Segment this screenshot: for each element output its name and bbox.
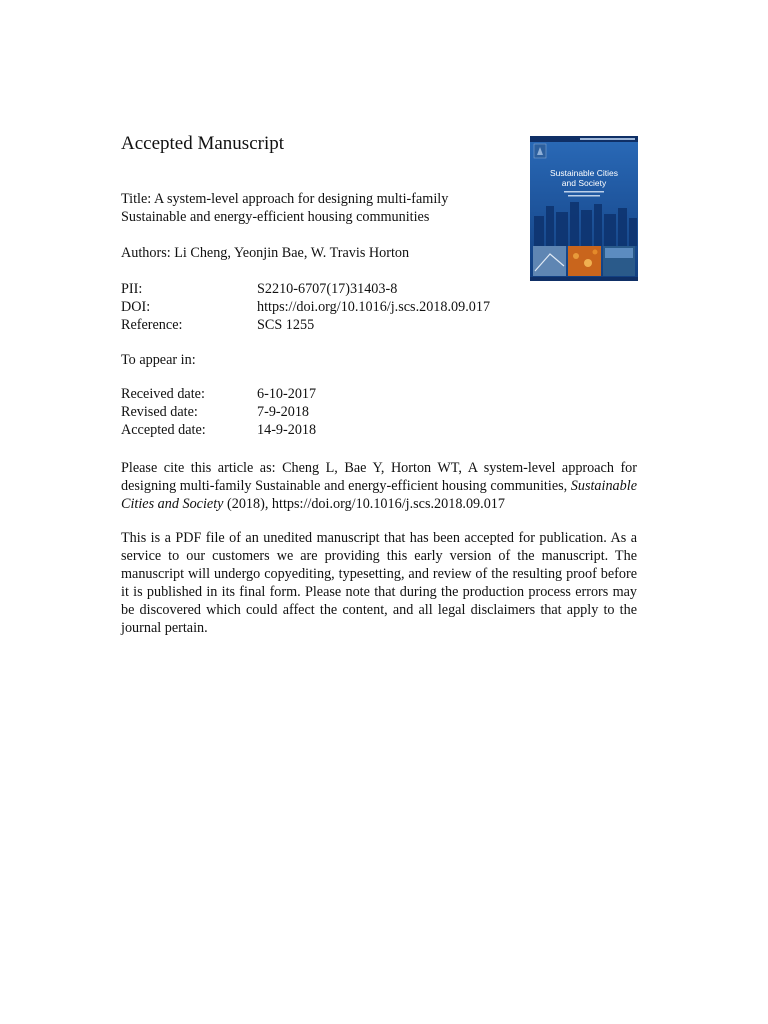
meta-label: Reference:: [121, 317, 183, 333]
doi-link[interactable]: https://doi.org/10.1016/j.scs.2018.09.017: [257, 299, 491, 315]
title-line-1: Title: A system-level approach for designing multi-family: [121, 191, 449, 207]
date-row-accepted: [121, 421, 316, 439]
date-label: Revised date:: [121, 404, 198, 420]
meta-value: S2210-6707(17)31403-8: [257, 281, 398, 297]
citation-suffix[interactable]: (2018), https://doi.org/10.1016/j.scs.2018.09.017: [227, 496, 505, 512]
article-title: [121, 190, 511, 226]
page-heading: Accepted Manuscript: [121, 133, 285, 154]
cover-photo-solar: [533, 246, 566, 276]
notice-paragraph: This is a PDF file of an unedited manuscript that has been accepted for publication. As a service to our customers we are providing this early version of the manuscript. The manuscript will undergo copyediting, typesetting, and review of the resulting proof before it is published in its final form. Please note that during the production process errors may be discovered which could affect the content, and all legal disclaimers that apply to the journal pertain.: [121, 530, 637, 636]
meta-row-reference: [121, 316, 490, 334]
date-value: 7-9-2018: [257, 404, 310, 420]
date-label: Accepted date:: [121, 422, 206, 438]
meta-row-pii: [121, 280, 490, 298]
cover-title-line-2: and Society: [561, 178, 607, 188]
meta-label: DOI:: [121, 299, 151, 315]
date-value: 6-10-2017: [257, 386, 317, 402]
title-line-2: Sustainable and energy-efficient housing communities: [121, 209, 430, 225]
citation-prefix: Please cite this article as: Cheng L, Bae Y, Horton WT, A system-level approach for designing multi-family Sustainable and energy-efficient housing communities,: [121, 460, 637, 494]
authors: Authors: Li Cheng, Yeonjin Bae, W. Travis Horton: [121, 245, 410, 261]
dates-table: [121, 385, 316, 439]
meta-table: [121, 280, 490, 334]
date-row-revised: [121, 403, 316, 421]
date-value: 14-9-2018: [257, 422, 317, 438]
citation-paragraph: [121, 459, 637, 513]
journal-cover-image: [530, 136, 638, 281]
to-appear-label: To appear in:: [121, 352, 196, 368]
meta-label: PII:: [121, 281, 143, 297]
elsevier-logo-icon: [534, 144, 546, 158]
cover-title-line-1: Sustainable Cities: [549, 168, 619, 178]
meta-value: SCS 1255: [257, 317, 315, 333]
citation-journal: Sustainable Cities and Society: [121, 478, 637, 512]
date-row-received: [121, 385, 316, 403]
meta-row-doi: [121, 298, 490, 316]
date-label: Received date:: [121, 386, 205, 402]
